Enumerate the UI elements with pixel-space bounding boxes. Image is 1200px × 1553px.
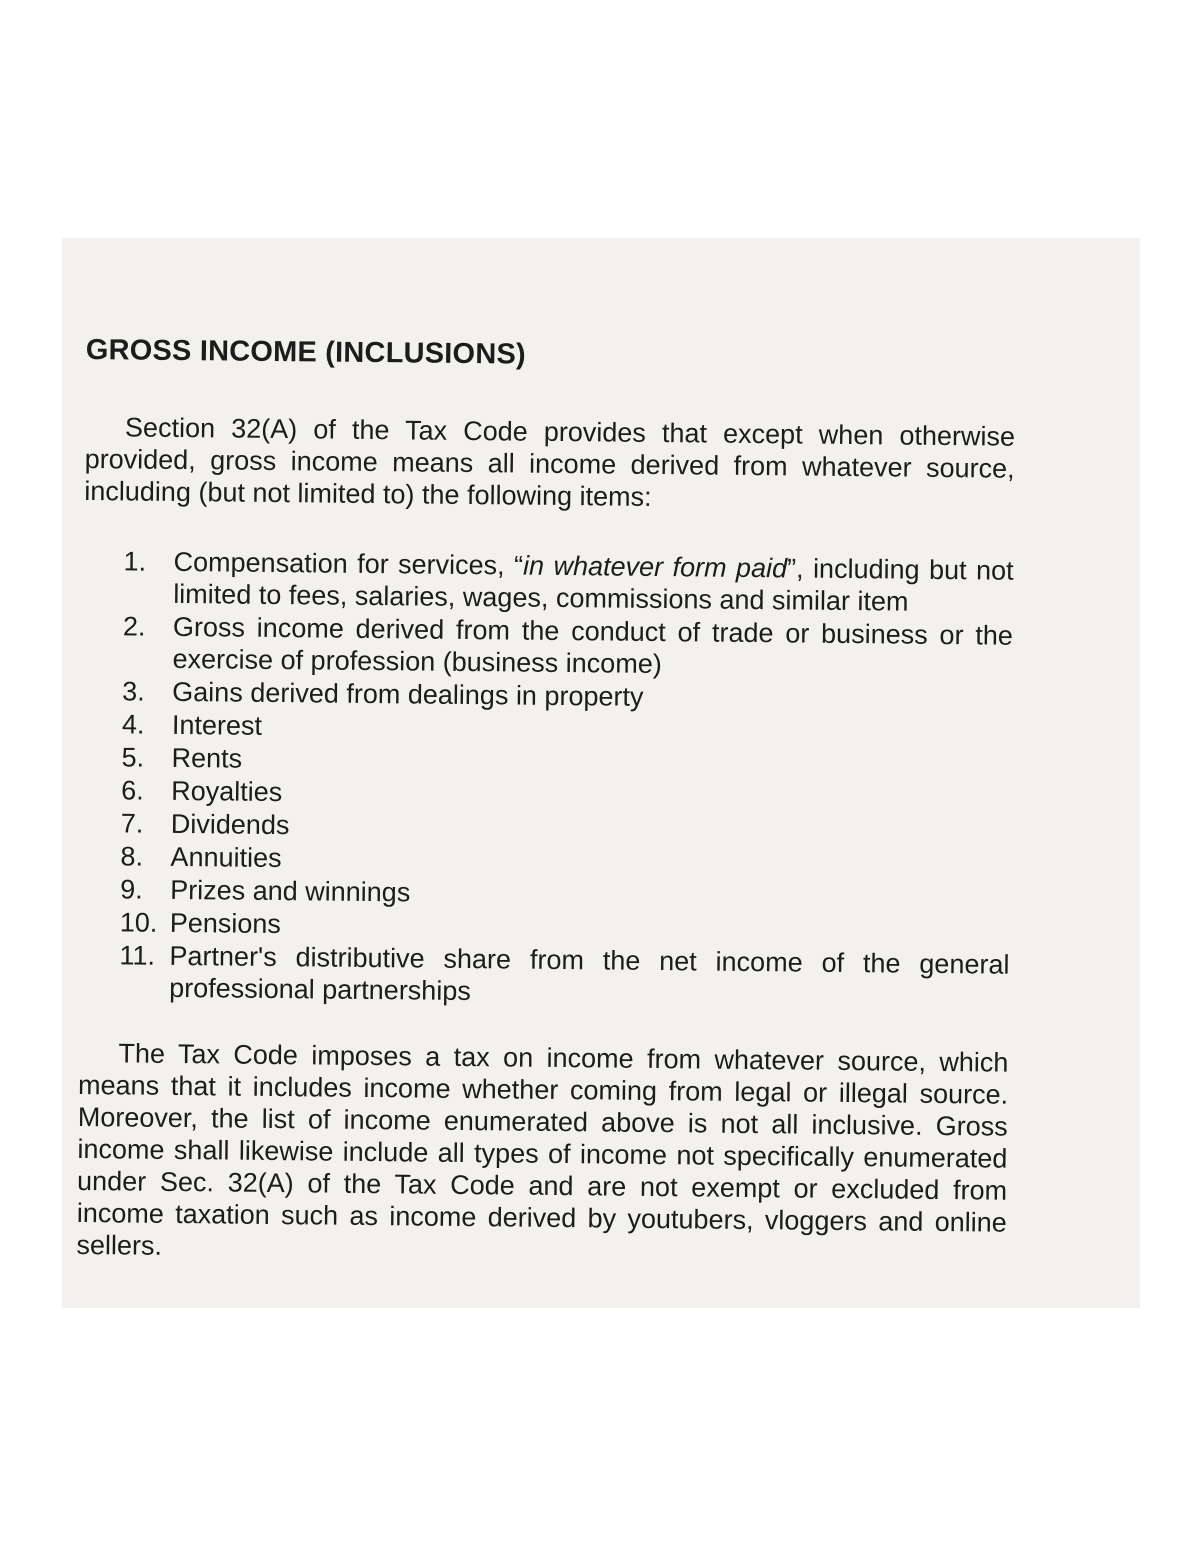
- intro-paragraph: Section 32(A) of the Tax Code provides that except when otherwise provided, gross income means all income derived from whatever source, including (but not limited to) the following items:: [84, 412, 1016, 512]
- list-item-text-part: Gains derived from dealings in property: [172, 676, 644, 712]
- section-heading: GROSS INCOME (INCLUSIONS): [85, 334, 526, 371]
- list-item-text-part: Compensation for services, “: [173, 546, 524, 581]
- list-item-text-part: Pensions: [169, 907, 282, 940]
- closing-paragraph: The Tax Code imposes a tax on income from whatever source, which means that it includes income whether coming from legal or illegal source. Moreover, the list of income enumerated above is not all inclusive. Gross income shall likewise include all types of income not specifically enumerated under Sec. 32(A) of the Tax Code and are not exempt or excluded from income taxation such as income derived by youtubers, vloggers and online sellers.: [76, 1038, 1009, 1261]
- list-item-number: 8.: [120, 841, 144, 872]
- list-item-number: 1.: [123, 546, 147, 577]
- list-item-text: [169, 940, 1010, 1013]
- list-item-number: 3.: [122, 676, 145, 707]
- inclusions-list: [79, 545, 1014, 1013]
- list-item-text-part: Royalties: [171, 775, 283, 808]
- list-item-text-part: Interest: [171, 709, 263, 741]
- list-item-text-part: Annuities: [170, 841, 282, 874]
- list-item-text-part: Gross income derived from the conduct of trade or business or the exercise of profession (business income): [172, 611, 1014, 680]
- list-item-number: 10.: [119, 907, 158, 938]
- list-item: [122, 610, 1013, 683]
- list-item: [119, 939, 1010, 1012]
- list-item-text-part: Prizes and winnings: [170, 874, 411, 908]
- list-item-text: [172, 611, 1013, 684]
- list-item-number: 7.: [120, 808, 144, 839]
- list-item-number: 4.: [121, 709, 145, 740]
- list-item-number: 9.: [120, 874, 143, 905]
- list-item-number: 6.: [121, 775, 144, 806]
- list-item-text-part: Rents: [171, 742, 243, 774]
- list-item-number: 11.: [119, 940, 156, 971]
- list-item-text-part: Partner's distributive share from the net income of the general professional partnerships: [168, 940, 1010, 1007]
- list-item-text-part: ”, including but not limited to fees, salaries, wages, commissions and similar item: [173, 553, 1014, 617]
- list-item-emphasis: in whatever form paid: [522, 550, 788, 584]
- list-item-text: [173, 546, 1014, 619]
- list-item-number: 5.: [121, 742, 145, 773]
- list-item-number: 2.: [122, 611, 146, 642]
- list-item: [123, 545, 1014, 618]
- list-item-text-part: Dividends: [170, 808, 290, 841]
- document-body: [76, 334, 1016, 1271]
